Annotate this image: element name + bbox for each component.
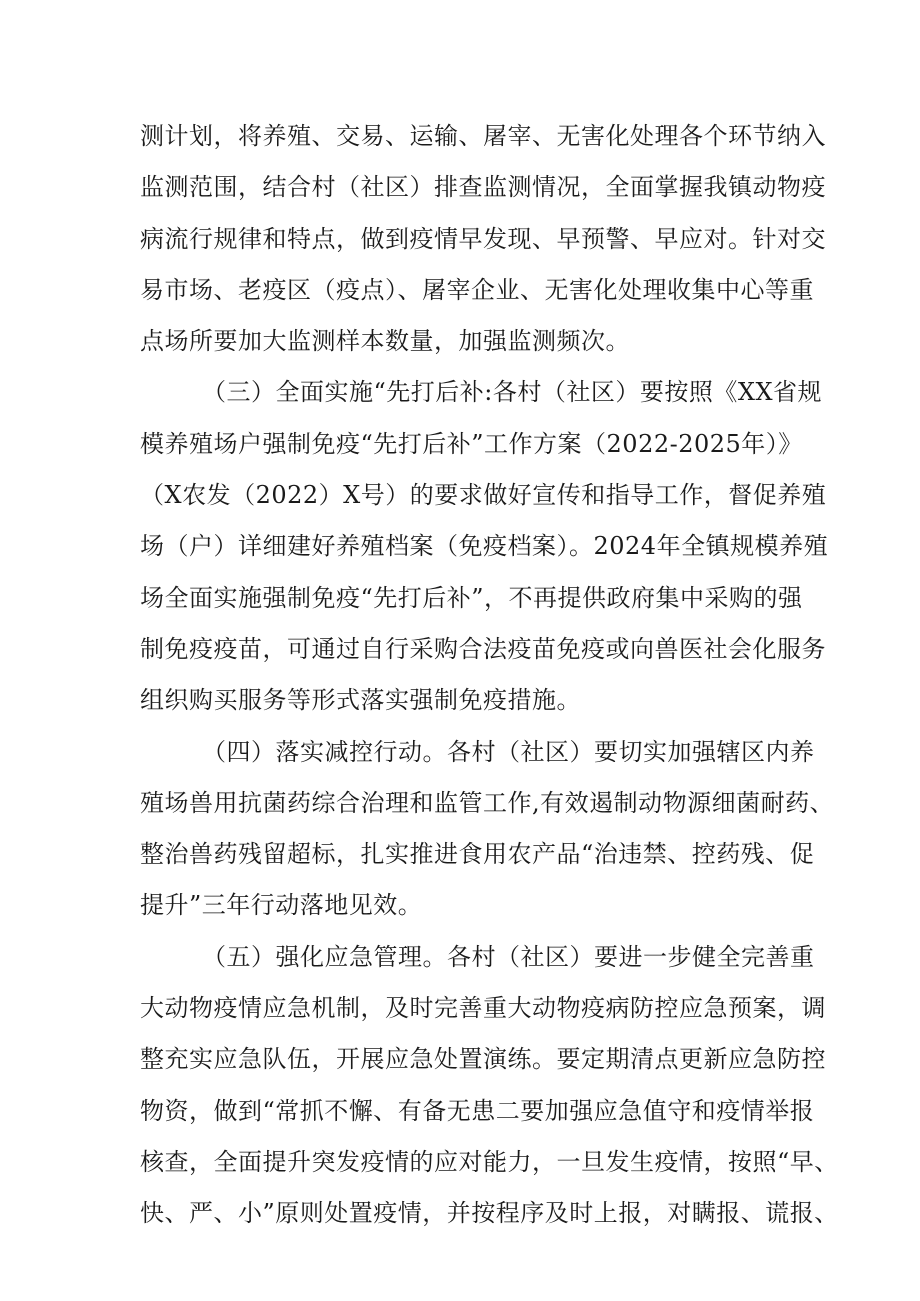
text-line: 提升”三年行动落地见效。	[140, 891, 423, 920]
text-line: 易市场、老疫区（疫点）、屠宰企业、无害化处理收集中心等重	[140, 275, 814, 304]
text-line: 殖场兽用抗菌药综合治理和监管工作,有效遏制动物源细菌耐药、	[140, 788, 835, 817]
text-line: 场全面实施强制免疫“先打后补”，不再提供政府集中采购的强	[140, 583, 803, 612]
section-heading-line: （三）全面实施“先打后补:各村（社区）要按照《XX省规	[202, 378, 823, 407]
text-line: （X农发（2022）X号）的要求做好宣传和指导工作，督促养殖	[140, 481, 827, 510]
text-line: 点场所要加大监测样本数量，加强监测频次。	[140, 327, 630, 356]
text-line: 组织购买服务等形式落实强制免疫措施。	[140, 686, 581, 715]
text-line: 大动物疫情应急机制，及时完善重大动物疫病防控应急预案，调	[140, 994, 826, 1023]
paragraph-section-5	[140, 932, 839, 1240]
text-line: 整充实应急队伍，开展应急处置演练。要定期清点更新应急防控	[140, 1045, 826, 1074]
text-line: 快、严、小”原则处置疫情，并按程序及时上报，对瞒报、谎报、	[140, 1199, 839, 1228]
text-line: 物资，做到“常抓不懈、有备无患二要加强应急值守和疫情举报	[140, 1096, 815, 1125]
text-line: 监测范围，结合村（社区）排查监测情况，全面掌握我镇动物疫	[140, 173, 826, 202]
text-line: 制免疫疫苗，可通过自行采购合法疫苗免疫或向兽医社会化服务	[140, 634, 826, 663]
text-line: 模养殖场户强制免疫“先打后补”工作方案（2022-2025年）》	[140, 429, 803, 458]
text-line: 测计划，将养殖、交易、运输、屠宰、无害化处理各个环节纳入	[140, 122, 826, 150]
text-line: 整治兽药残留超标，扎实推进食用农产品“治违禁、控药残、促	[140, 840, 815, 869]
text-line: 核查，全面提升突发疫情的应对能力，一旦发生疫情，按照“早、	[140, 1147, 839, 1176]
text-line: 场（户）详细建好养殖档案（免疫档案）。2024年全镇规模养殖	[140, 532, 829, 561]
document-page	[140, 111, 839, 1240]
paragraph-section-3	[140, 367, 829, 726]
section-heading-line: （四）落实减控行动。各村（社区）要切实加强辖区内养	[202, 737, 815, 766]
text-line: 病流行规律和特点，做到疫情早发现、早预警、早应对。针对交	[140, 224, 826, 253]
paragraph-section-4	[140, 727, 835, 932]
section-heading-line: （五）强化应急管理。各村（社区）要进一步健全完善重	[202, 942, 815, 971]
paragraph-monitoring	[140, 111, 826, 367]
